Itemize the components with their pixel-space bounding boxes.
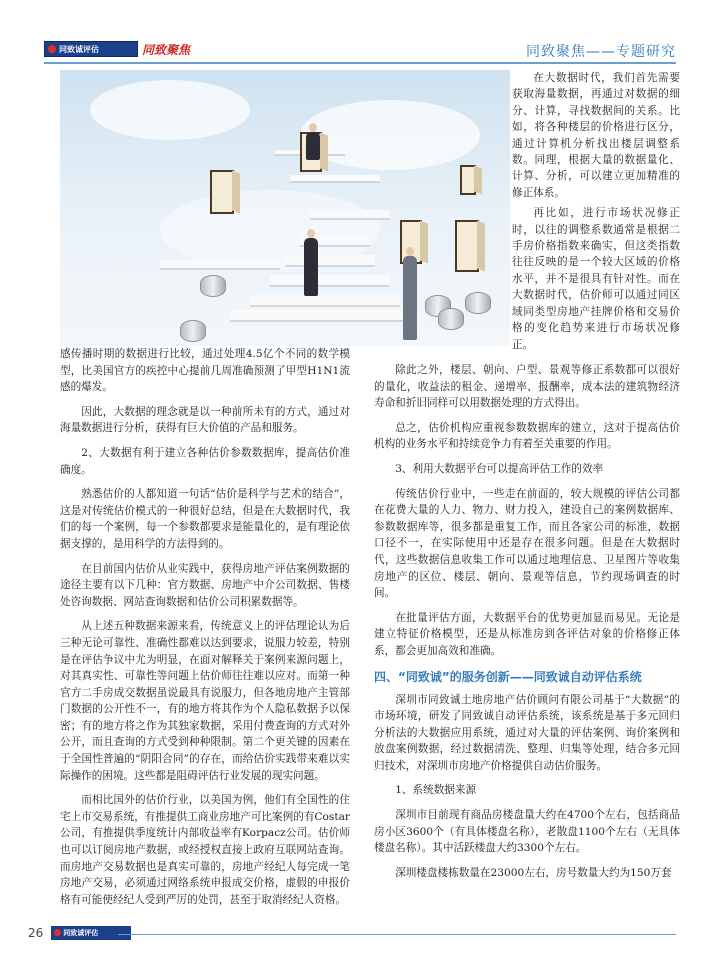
section-heading: 四、“同致诚”的服务创新——同致诚自动评估系统 <box>374 669 642 684</box>
paragraph: 熟悉估价的人都知道一句话“估价是科学与艺术的结合”，这是对传统估价模式的一种很好总结，但是在大数据时代，我们的每一个案例，每一个参数都要求是能量化的，是有理论依据支撑的，是用科学的方法得到的。 <box>60 488 350 550</box>
paragraph: 在目前国内估价从业实践中，获得房地产评估案例数据的途径主要有以下几种：官方数据、房地产中介公司数据、售楼处咨询数据、网站查询数据和估价公司积累数据等。 <box>60 562 350 608</box>
page-number: 26 <box>28 926 44 940</box>
page-footer <box>28 926 131 940</box>
header-logo <box>44 40 190 58</box>
brand-logo: 同致诚评估 <box>44 41 138 57</box>
right-column <box>374 362 680 889</box>
left-column <box>60 346 350 916</box>
footer-divider <box>118 934 676 935</box>
section-subheading: 1、系统数据来源 <box>395 784 477 797</box>
paragraph: 因此，大数据的理念就是以一种前所未有的方式，通过对海量数据进行分析，获得有巨大价值的产品和服务。 <box>60 405 350 435</box>
paragraph: 在批量评估方面，大数据平台的优势更加显而易见。无论是建立特征价格模型，还是从标准房到各评估对象的价格修正体系，都会更加高效和准确。 <box>374 611 680 657</box>
column-tag: 同致聚焦 <box>142 42 191 57</box>
footer-logo: 同致诚评估 <box>51 926 131 940</box>
paragraph: 深圳楼盘楼栋数量在23000左右，房号数量大约为150万套 <box>395 866 672 879</box>
hero-illustration <box>60 70 510 346</box>
header-divider <box>44 62 676 64</box>
paragraph: 在大数据时代，我们首先需要获取海量数据，再通过对数据的细分、计算，寻找数据间的关系。比如，将各种楼层的价格进行区分，通过计算机分析找出楼层调整系数。同理，根据大量的数据量化、计算、分析，可以建立更加精准的修正体系。 <box>512 72 680 199</box>
paragraph: 深圳市同致诚土地房地产估价顾问有限公司基于“大数据”的市场环境，研发了同致诚自动评估系统，该系统是基于多元回归分析法的大数据应用系统，通过对大量的评估案例、询价案例和放盘案例数据，经过数据清洗、整理、归集等处理，结合多元回归技术，对深圳市房地产价格提供自动估价服务。 <box>374 693 680 772</box>
paragraph: 从上述五种数据来源来看，传统意义上的评估理论认为后三种无论可靠性、准确性都难以达到要求，说服力较差，特别是在评估争议中尤为明显，在面对解释关于案例来源问题上，对其真实性、可靠性等问题上估价师往往难以应对。而第一种官方二手房成交数据虽说最具有说服力，但各地房地产主管部门数据的公开性不一，有的地方将其作为个人隐私数据予以保密；有的地方将之作为其独家数据，采用付费查询的方式对外公开，而且查询的方式受到种种限制。第二个更关键的因素在于全国性普遍的“阴阳合同”的存在，而给估价实践带来难以实际操作的困境。这些都是阻碍评估行业发展的现实问题。 <box>60 620 350 782</box>
section-subheading: 3、利用大数据平台可以提高评估工作的效率 <box>395 462 604 475</box>
paragraph: 总之，估价机构应重视参数数据库的建立，这对于提高估价机构的业务水平和持续竞争力有着至关重要的作用。 <box>374 421 680 451</box>
paragraph: 深圳市目前现有商品房楼盘量大约在4700个左右，包括商品房小区3600个（有具体楼盘名称），老散盘1100个左右（无具体楼盘名称）。其中活跃楼盘大约3300个左右。 <box>374 809 680 855</box>
section-subheading: 2、大数据有利于建立各种估价参数数据库，提高估价准确度。 <box>60 446 350 476</box>
paragraph: 除此之外，楼层、朝向、户型、景观等修正系数都可以很好的量化，收益法的租金、递增率、报酬率，成本法的建筑物经济寿命和折旧同样可以用数据处理的方式得出。 <box>374 364 680 410</box>
paragraph: 感传播时期的数据进行比较，通过处理4.5亿个不同的数学模型，比美国官方的疾控中心提前几周准确预测了甲型H1N1流感的爆发。 <box>60 348 350 394</box>
section-title: 同致聚焦——专题研究 <box>526 44 676 60</box>
page-header <box>0 0 720 62</box>
paragraph: 再比如，进行市场状况修正时，以往的调整系数通常是根据二手房价格指数来确实，但这类指数往往反映的是一个较大区域的价格水平，并不是很具有针对性。而在大数据时代，估价师可以通过同区域同类型房地产挂牌价格和交易价格的变化趋势来进行市场状况修正。 <box>512 207 680 351</box>
paragraph: 而相比国外的估价行业，以美国为例，他们有全国性的住宅上市交易系统，有推提供工商业房地产可比案例的有Costar公司，有推提供季度统计内部收益率有Korpacz公司。估价师也可以订阅房地产数据，或经授权直接上政府互联网站查询。而房地产交易数据也是真实可靠的，房地产经纪人每完成一笔房地产交易，必须通过网络系统申报成交价格，虚假的申报价格有可能使经纪人受到严厉的处罚，甚至于取消经纪人资格。 <box>60 794 350 906</box>
paragraph: 传统估价行业中，一些走在前面的，较大规模的评估公司都在花费大量的人力、物力、财力投入，建设自己的案例数据库、参数数据库等，很多都是重复工作，而且各家公司的标准，数据口径不一，在实际使用中还是存在很多问题。但是在大数据时代，这些数据信息收集工作可以通过地理信息、卫星图片等收集房地产的区位、楼层、朝向、景观等信息，节约现场调查的时间。 <box>374 487 680 600</box>
right-top-column <box>512 70 680 361</box>
